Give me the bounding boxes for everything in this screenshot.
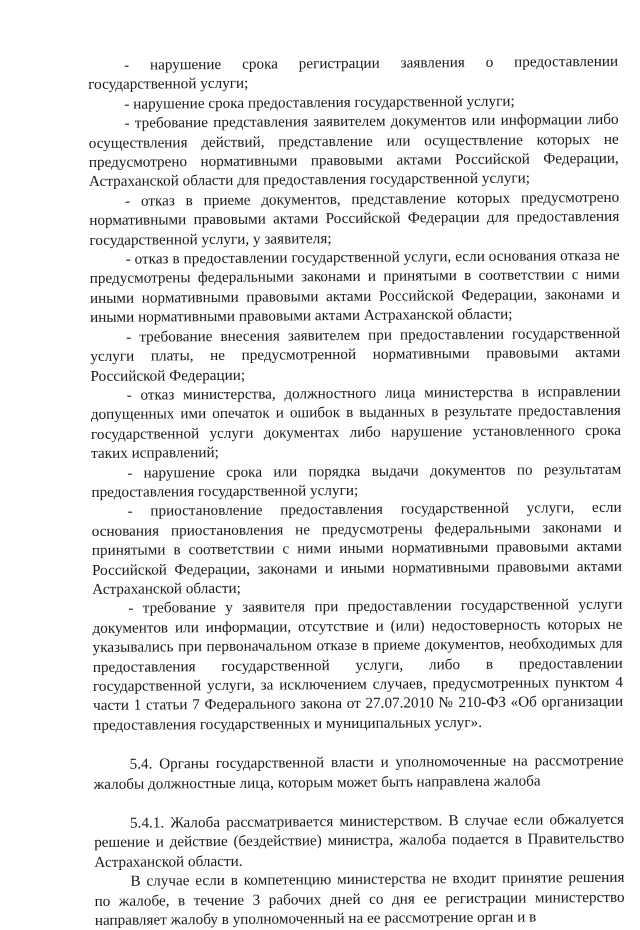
list-item: - отказ в приеме документов, представление которых предусмотрено нормативными правовыми актами Российской Федерации для предоставления государственной услуги, у заявителя; [89, 188, 620, 249]
section-heading-5-4: 5.4. Органы государственной власти и уполномоченные на рассмотрение жалобы должностные лица, которым может быть направлена жалоба [93, 752, 624, 793]
body-paragraph: В случае если в компетенцию министерства не входит принятие решения по жалобе, в течение 3 рабочих дней со дня ее регистрации министерство направляет жалобу в уполномоченный на ее рассмотрение орган и в [94, 869, 625, 930]
list-item: - отказ министерства, должностного лица министерства в исправлении допущенных ими опечаток и ошибок в выданных в результате предоставления государственной услуги документах либо нарушение установленного срока таких исправлений; [90, 382, 622, 463]
list-item: - требование представления заявителем документов или информации либо осуществления действий, представление или осуществление которых не предусмотрено нормативными правовыми актами Российской Федерации, Астраханской области для предоставления государственной услуги; [88, 111, 619, 191]
list-item: - отказ в предоставлении государственной услуги, если основания отказа не предусмотрены федеральными законами и принятыми в соответствии с ними иными нормативными правовыми актами Российской Федерации, законами и иными нормативными правовыми актами Астраханской области; [89, 246, 620, 327]
list-item: - требование у заявителя при предоставлении государственной услуги документов или информации, отсутствие и (или) недостоверность которых не указывались при первоначальном отказе в приеме документов, необходимых для предоставления государственной услуги, либо в предоставлении государственной услуги, за исключением случаев, предусмотренных пунктом 4 части 1 статьи 7 Федерального закона от 27.07.2010 № 210-ФЗ «Об организации предоставления государственных и муниципальных услуг». [92, 596, 624, 734]
list-item: - нарушение срока предоставления государственной услуги; [124, 92, 515, 113]
list-item: - нарушение срока регистрации заявления о предоставлении государственной услуги; [88, 52, 619, 94]
list-item: - требование внесения заявителем при предоставлении государственной услуги платы, не предусмотренной нормативными правовыми актами Российской Федерации; [90, 324, 621, 385]
document-page [88, 52, 625, 930]
section-paragraph-5-4-1: 5.4.1. Жалоба рассматривается министерством. В случае если обжалуется решение и действие (бездействие) министра, жалоба подается в Правительство Астраханской области. [94, 810, 625, 871]
list-item: - нарушение срока или порядка выдачи документов по результатам предоставления государственной услуги; [91, 460, 622, 501]
list-item: - приостановление предоставления государственной услуги, если основания приостановления не предусмотрены федеральными законами и принятыми в соответствии с ними иными нормативными правовыми актами Российской Федерации, законами и иными нормативными правовыми актами Астраханской области; [91, 499, 623, 598]
